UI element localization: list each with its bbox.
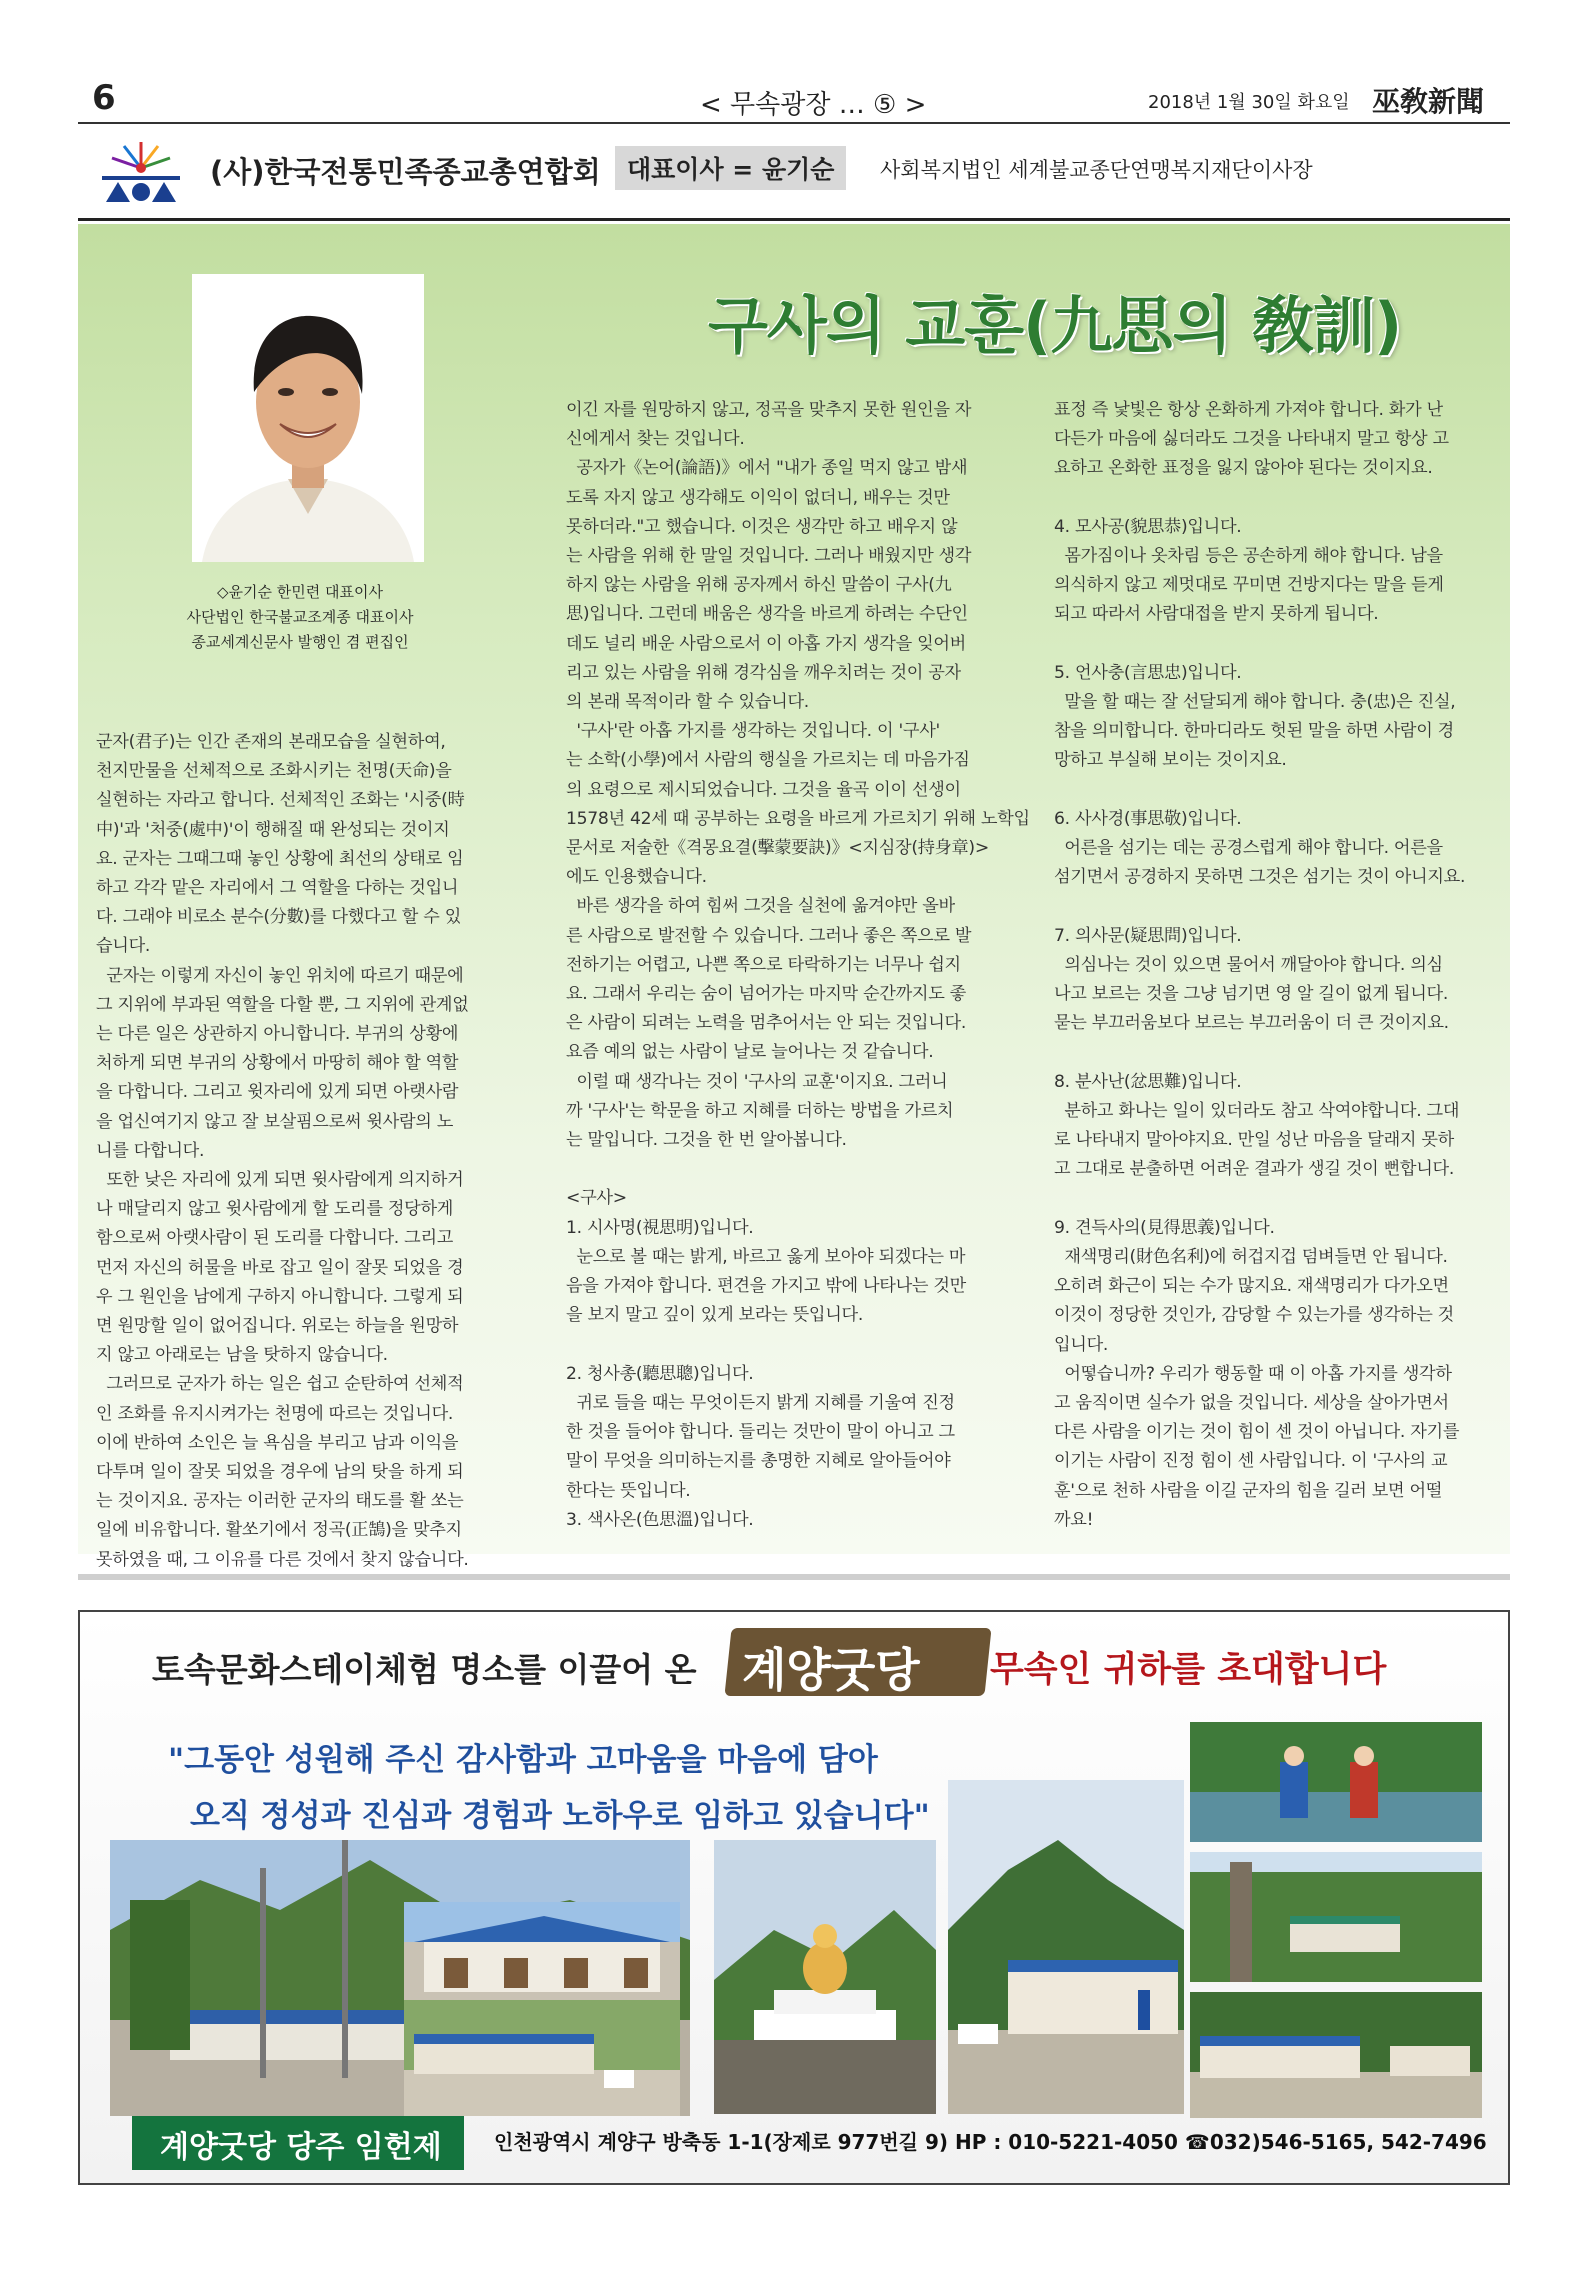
issue-date: 2018년 1월 30일 화요일 <box>1148 92 1350 113</box>
ad-photo-courtyard <box>1190 1992 1482 2118</box>
article-column-2: 이긴 자를 원망하지 않고, 정곡을 맞추지 못한 원인을 자 신에게서 찾는 것입니다. 공자가《논어(論語)》에서 "내가 종일 먹지 않고 밤새 도록 자지 않고 생각해도 이익이 없더니, 배우는 것만 못하더라."고 했습니다. 이것은 생각만 하고 배우지 않 는 사람을 위해 한 말일 것입니다. 그러나 배웠지만 생각 하지 않는 사람을 위해 공자께서 하신 말씀이 구사(九 思)입니다. 그런데 배움은 생각을 바르게 하려는 수단인 데도 널리 배운 사람으로서 이 아홉 가지 생각을 잊어버 리고 있는 사람을 위해 경각심을 깨우치려는 것이 공자 의 본래 목적이라 할 수 있습니다. '구사'란 아홉 가지를 생각하는 것입니다. 이 '구사' 는 소학(小學)에서 사람의 행실을 가르치는 데 마음가짐 의 요령으로 제시되었습니다. 그것을 율곡 이이 선생이 1578년 42세 때 공부하는 요령을 바르게 가르치기 위해 노학입 문서로 저술한《격몽요결(擊蒙要訣)》<지심장(持身章)> 에도 인용했습니다. 바른 생각을 하여 힘써 그것을 실천에 옮겨야만 올바 른 사람으로 발전할 수 있습니다. 그러나 좋은 쪽으로 발 전하기는 어렵고, 나쁜 쪽으로 타락하기는 너무나 쉽지 요. 그래서 우리는 숨이 넘어가는 마지막 순간까지도 좋 은 사람이 되려는 노력을 멈추어서는 안 되는 것입니다. 요즘 예의 없는 사람이 날로 늘어나는 것 같습니다. 이럴 때 생각나는 것이 '구사의 교훈'이지요. 그러니 까 '구사'는 학문을 하고 지혜를 더하는 방법을 가르치 는 말입니다. 그것을 한 번 알아봅니다. <구사> 1. 시사명(視思明)입니다. 눈으로 볼 때는 밝게, 바르고 옳게 보아야 되겠다는 마 음을 가져야 합니다. 편견을 가지고 밖에 나타나는 것만 을 보지 말고 깊이 있게 보라는 뜻입니다. 2. 청사총(聽思聰)입니다. 귀로 들을 때는 무엇이든지 밝게 지혜를 기울여 진정 한 것을 들어야 합니다. 들리는 것만이 말이 아니고 그 말이 무엇을 의미하는지를 총명한 지혜로 알아들어야 한다는 뜻입니다. 3. 색사온(色思溫)입니다. <box>566 400 1030 1530</box>
ad-title-left: 토속문화스테이체험 명소를 이끌어 온 <box>152 1650 697 1689</box>
author-photo <box>192 274 424 562</box>
ad-quote-line-2: 오직 정성과 진심과 경험과 노하우로 임하고 있습니다" <box>190 1798 930 1834</box>
org-description: 사회복지법인 세계불교종단연맹복지재단이사장 <box>880 158 1313 182</box>
ad-photo-figures <box>1190 1722 1482 1842</box>
page-number: 6 <box>92 78 116 118</box>
ad-brand-name: 계양굿당 <box>742 1643 920 1697</box>
article-bottom-rule <box>78 1574 1510 1580</box>
photo-caption-line: ◇윤기순 한민련 대표이사 <box>217 583 383 601</box>
ad-photo-shrine-yard <box>948 1780 1184 2114</box>
org-bar-rule <box>78 218 1510 221</box>
representative-label: 대표이사 = 윤기순 <box>615 146 846 190</box>
ad-quote-line-1: "그동안 성원해 주신 감사함과 고마움을 마음에 담아 <box>168 1742 878 1778</box>
ad-title-right: 무속인 귀하를 초대합니다 <box>990 1649 1387 1690</box>
newspaper-name: 巫敎新聞 <box>1372 85 1485 118</box>
photo-caption-line: 종교세계신문사 발행인 겸 편집인 <box>191 633 409 651</box>
article-column-3: 표정 즉 낯빛은 항상 온화하게 가져야 합니다. 화가 난 다든가 마음에 싫더라도 그것을 나타내지 말고 항상 고 요하고 온화한 표정을 잃지 않아야 된다는 것이지요. 4. 모사공(貌思恭)입니다. 몸가짐이나 옷차림 등은 공손하게 해야 합니다. 남을 의식하지 않고 제멋대로 꾸미면 건방지다는 말을 듣게 되고 따라서 사람대접을 받지 못하게 됩니다. 5. 언사충(言思忠)입니다. 말을 할 때는 잘 선달되게 해야 합니다. 충(忠)은 진실, 참을 의미합니다. 한마디라도 헛된 말을 하면 사람이 경 망하고 부실해 보이는 것이지요. 6. 사사경(事思敬)입니다. 어른을 섬기는 데는 공경스럽게 해야 합니다. 어른을 섬기면서 공경하지 못하면 그것은 섬기는 것이 아니지요. 7. 의사문(疑思問)입니다. 의심나는 것이 있으면 물어서 깨달아야 합니다. 의심 나고 보르는 것을 그냥 넘기면 영 알 길이 없게 됩니다. 묻는 부끄러움보다 보르는 부끄러움이 더 큰 것이지요. 8. 분사난(忿思難)입니다. 분하고 화나는 일이 있더라도 참고 삭여야합니다. 그대 로 나타내지 말아야지요. 만일 성난 마음을 달래지 못하 고 그대로 분출하면 어려운 결과가 생길 것이 뻔합니다. 9. 견득사의(見得思義)입니다. 재색명리(財色名利)에 허겁지겁 덤벼들면 안 됩니다. 오히려 화근이 되는 수가 많지요. 재색명리가 다가오면 이것이 정당한 것인가, 감당할 수 있는가를 생각하는 것 입니다. 어떻습니까? 우리가 행동할 때 이 아홉 가지를 생각하 고 움직이면 실수가 없을 것입니다. 세상을 살아가면서 다른 사람을 이기는 것이 힘이 센 것이 아닙니다. 자기를 이기는 사람이 진정 힘이 센 사람입니다. 이 '구사의 교 훈'으로 천하 사람을 이길 군자의 힘을 길러 보면 어떨 까요! <box>1054 400 1466 1530</box>
org-logo-icon <box>98 138 184 204</box>
article-headline: 구사의 교훈(九思의 敎訓) <box>708 289 1402 362</box>
photo-caption-line: 사단법인 한국불교조계종 대표이사 <box>186 608 414 626</box>
header-rule <box>78 122 1510 124</box>
ad-photo-street <box>404 2000 680 2116</box>
ad-photo-garden <box>1190 1852 1482 1982</box>
article-column-1: 군자(君子)는 인간 존재의 본래모습을 실현하여, 천지만물을 선체적으로 조화시키는 천명(天命)을 실현하는 자라고 합니다. 선체적인 조화는 '시중(時 中)'과 '처중(處中)'이 행해질 때 완성되는 것이지 요. 군자는 그때그때 놓인 상황에 최선의 상태로 임 하고 각각 맡은 자리에서 그 역할을 다하는 것입니 다. 그래야 비로소 분수(分數)를 다했다고 할 수 있 습니다. 군자는 이렇게 자신이 놓인 위치에 따르기 때문에 그 지위에 부과된 역할을 다할 뿐, 그 지위에 관계없 는 다른 일은 상관하지 아니합니다. 부귀의 상황에 처하게 되면 부귀의 상황에서 마땅히 해야 할 역할 을 다합니다. 그리고 윗자리에 있게 되면 아랫사람 을 업신여기지 않고 잘 보살핌으로써 윗사람의 노 니를 다합니다. 또한 낮은 자리에 있게 되면 윗사람에게 의지하거 나 매달리지 않고 윗사람에게 할 도리를 정당하게 함으로써 아랫사람이 된 도리를 다합니다. 그리고 먼저 자신의 허물을 바로 잡고 일이 잘못 되었을 경 우 그 원인을 남에게 구하지 아니합니다. 그렇게 되 면 원망할 일이 없어집니다. 위로는 하늘을 원망하 지 않고 아래로는 남을 탓하지 않습니다. 그러므로 군자가 하는 일은 쉽고 순탄하여 선체적 인 조화를 유지시켜가는 천명에 따르는 것입니다. 이에 반하여 소인은 늘 욕심을 부리고 남과 이익을 다투며 일이 잘못 되었을 경우에 남의 탓을 하게 되 는 것이지요. 공자는 이러한 군자의 태도를 활 쏘는 일에 비유합니다. 활쏘기에서 정곡(正鵠)을 맞추지 못하였을 때, 그 이유를 다른 것에서 찾지 않습니다. <box>96 732 469 1570</box>
section-title: < 무속광장 … ⑤ > <box>700 90 927 120</box>
ad-owner-name: 계양굿당 당주 임헌제 <box>160 2130 442 2165</box>
ad-photo-buddha-statue <box>714 1840 936 2114</box>
ad-address-contact: 인천광역시 계양구 방축동 1-1(장제로 977번길 9) HP : 010-5221-4050 ☎032)546-5165, 542-7496 <box>494 2130 1487 2154</box>
org-name: (사)한국전통민족종교총연합회 <box>210 155 601 189</box>
